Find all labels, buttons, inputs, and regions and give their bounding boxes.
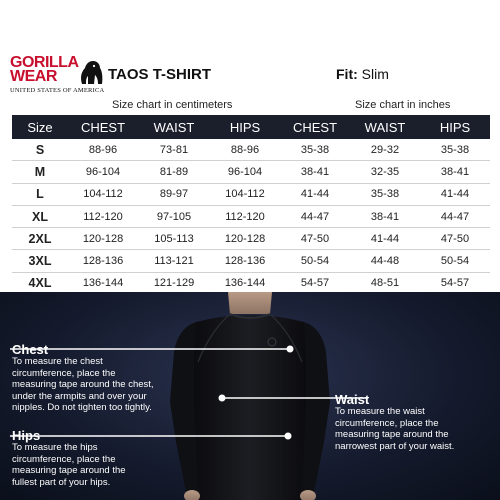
logo-text-line1: GORILLA — [10, 54, 79, 71]
hips-in-cell: 41-44 — [420, 183, 490, 205]
waist-cm-cell: 97-105 — [138, 205, 210, 227]
hips-in-cell: 50-54 — [420, 250, 490, 272]
table-row — [12, 139, 490, 161]
gorilla-icon — [76, 58, 104, 86]
hips-cm-cell: 96-104 — [210, 161, 280, 183]
waist-desc-line: To measure the waist — [335, 406, 425, 417]
brand-logo — [10, 54, 105, 100]
size-cell: 4XL — [12, 272, 68, 294]
table-row — [12, 205, 490, 227]
size-cell: XL — [12, 205, 68, 227]
hips-description — [12, 442, 126, 488]
chest-desc-line: circumference, place the — [12, 367, 116, 379]
chest-in-cell: 50-54 — [280, 250, 350, 272]
chest-desc-line: under the armpits and over your — [12, 390, 147, 402]
waist-in-cell: 38-41 — [350, 205, 420, 227]
chest-in-cell: 35-38 — [280, 139, 350, 161]
table-row — [12, 250, 490, 272]
hips-desc-line: To measure the hips — [12, 442, 98, 453]
hips-cm-cell: 128-136 — [210, 250, 280, 272]
hips-desc-line: measuring tape around the — [12, 465, 126, 476]
col-chest-in: CHEST — [280, 115, 350, 139]
waist-in-cell: 44-48 — [350, 250, 420, 272]
hips-in-cell: 44-47 — [420, 205, 490, 227]
waist-desc-line: narrowest part of your waist. — [335, 440, 455, 452]
chest-in-cell: 38-41 — [280, 161, 350, 183]
inches-heading: Size chart in inches — [355, 99, 451, 111]
waist-in-cell: 29-32 — [350, 139, 420, 161]
waist-desc-line: circumference, place the — [335, 417, 439, 429]
col-waist-in: WAIST — [350, 115, 420, 139]
chest-title: Chest — [12, 342, 49, 357]
chest-in-cell: 54-57 — [280, 272, 350, 294]
logo-tagline: UNITED STATES OF AMERICA — [10, 87, 105, 94]
logo-text-line2: WEAR — [10, 68, 57, 85]
hips-in-cell: 35-38 — [420, 139, 490, 161]
chest-desc-line: measuring tape around the chest, — [12, 379, 154, 390]
waist-cm-cell: 89-97 — [138, 183, 210, 205]
measurement-guide — [0, 292, 500, 500]
size-table — [12, 115, 490, 316]
hips-cm-cell: 112-120 — [210, 205, 280, 227]
waist-in-cell: 32-35 — [350, 161, 420, 183]
waist-title: Waist — [335, 392, 370, 407]
chest-cm-cell: 96-104 — [68, 161, 138, 183]
size-cell: M — [12, 161, 68, 183]
chest-in-cell: 44-47 — [280, 205, 350, 227]
table-row — [12, 228, 490, 250]
waist-cm-cell: 105-113 — [138, 228, 210, 250]
chest-desc-line: nipples. Do not tighten too tightly. — [12, 402, 152, 413]
chest-cm-cell: 112-120 — [68, 205, 138, 227]
fit-label: Fit: — [336, 66, 358, 82]
product-title: TAOS T-SHIRT — [108, 66, 212, 83]
chest-cm-cell: 136-144 — [68, 272, 138, 294]
waist-in-cell: 35-38 — [350, 183, 420, 205]
waist-description — [335, 406, 454, 452]
chest-cm-cell: 88-96 — [68, 139, 138, 161]
waist-cm-cell: 121-129 — [138, 272, 210, 294]
hips-cm-cell: 88-96 — [210, 139, 280, 161]
table-row — [12, 183, 490, 205]
waist-cm-cell: 113-121 — [138, 250, 210, 272]
waist-cm-cell: 81-89 — [138, 161, 210, 183]
table-row — [12, 161, 490, 183]
chest-description — [12, 356, 154, 414]
col-chest-cm: CHEST — [68, 115, 138, 139]
hips-desc-line: circumference, place the — [12, 453, 116, 465]
chest-cm-cell: 128-136 — [68, 250, 138, 272]
size-cell: L — [12, 183, 68, 205]
hips-title: Hips — [12, 428, 41, 443]
col-size: Size — [12, 115, 68, 139]
hips-cm-cell: 104-112 — [210, 183, 280, 205]
waist-cm-cell: 73-81 — [138, 139, 210, 161]
size-cell: S — [12, 139, 68, 161]
size-cell: 2XL — [12, 228, 68, 250]
chest-cm-cell: 104-112 — [68, 183, 138, 205]
fit-info — [336, 66, 389, 82]
hips-cm-cell: 136-144 — [210, 272, 280, 294]
hips-cm-cell: 120-128 — [210, 228, 280, 250]
hips-in-cell: 47-50 — [420, 228, 490, 250]
chest-in-cell: 41-44 — [280, 183, 350, 205]
size-cell: 3XL — [12, 250, 68, 272]
centimeters-heading: Size chart in centimeters — [112, 99, 233, 111]
chest-cm-cell: 120-128 — [68, 228, 138, 250]
col-waist-cm: WAIST — [138, 115, 210, 139]
col-hips-in: HIPS — [420, 115, 490, 139]
waist-in-cell: 48-51 — [350, 272, 420, 294]
hips-desc-line: fullest part of your hips. — [12, 476, 111, 488]
waist-desc-line: measuring tape around the — [335, 429, 449, 440]
hips-in-cell: 38-41 — [420, 161, 490, 183]
fit-value: Slim — [361, 66, 389, 82]
col-hips-cm: HIPS — [210, 115, 280, 139]
size-table-header — [12, 115, 490, 139]
hips-in-cell: 54-57 — [420, 272, 490, 294]
chest-in-cell: 47-50 — [280, 228, 350, 250]
waist-in-cell: 41-44 — [350, 228, 420, 250]
chest-desc-line: To measure the chest — [12, 356, 103, 367]
